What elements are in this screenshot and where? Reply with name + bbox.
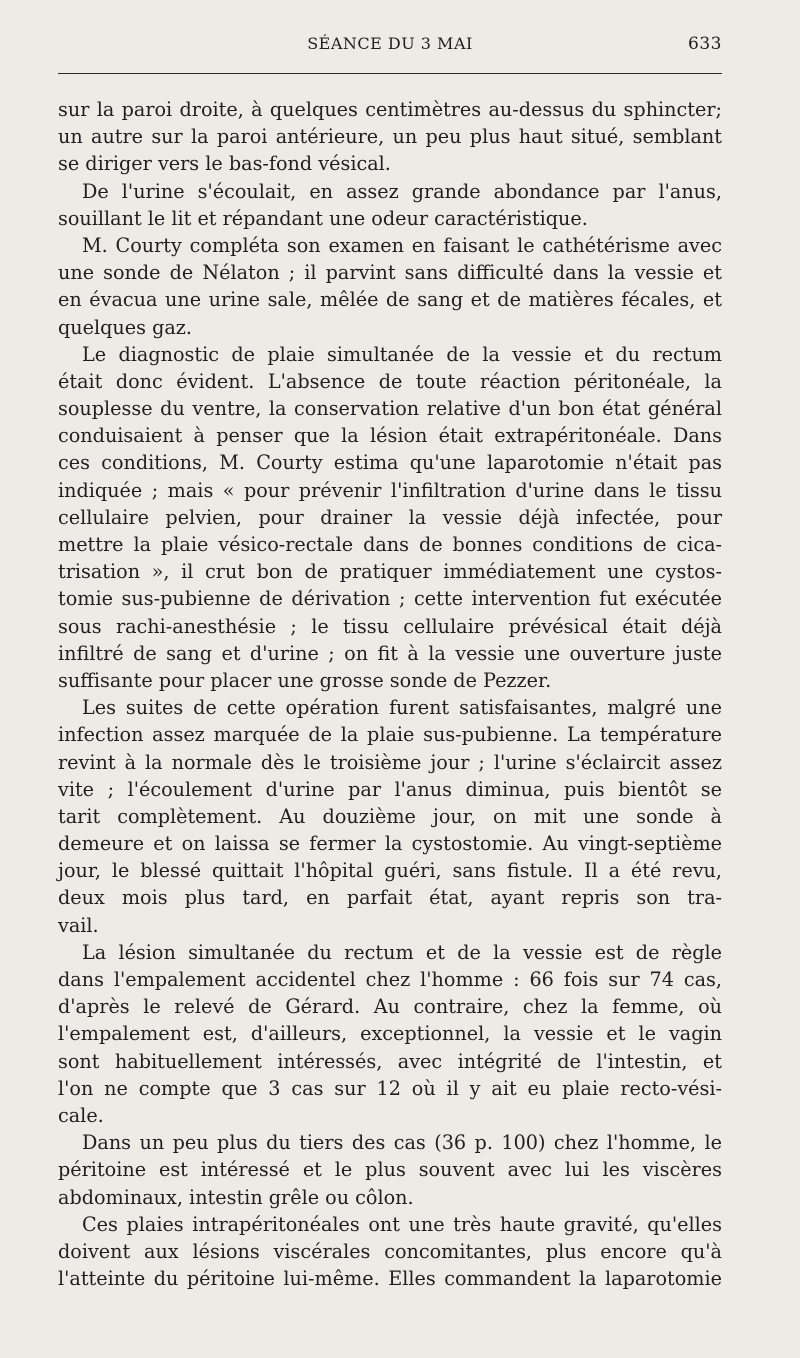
text-line: jour, le blessé quittait l'hôpital guéri, sans fistule. Il a été revu, bbox=[58, 859, 722, 883]
text-line: revint à la normale dès le troisième jour ; l'urine s'éclaircit assez bbox=[58, 750, 722, 774]
text-line: De l'urine s'écoulait, en assez grande abondance par l'anus, bbox=[82, 179, 722, 203]
text-line: péritoine est intéressé et le plus souvent avec lui les viscères bbox=[58, 1158, 722, 1182]
text-line: l'empalement est, d'ailleurs, exceptionnel, la vessie et le vagin bbox=[58, 1022, 722, 1046]
text-line: dans l'empalement accidentel chez l'homme : 66 fois sur 74 cas, bbox=[58, 968, 722, 991]
text-line: demeure et on laissa se fermer la cystostomie. Au vingt-septième bbox=[58, 832, 722, 856]
text-line: souillant le lit et répandant une odeur caractéristique. bbox=[58, 206, 588, 230]
text-line: indiquée ; mais « pour prévenir l'infiltration d'urine dans le tissu bbox=[58, 478, 722, 502]
text-line: une sonde de Nélaton ; il parvint sans difficulté dans la vessie et bbox=[58, 261, 722, 285]
text-line: infection assez marquée de la plaie sus-pubienne. La température bbox=[58, 723, 722, 747]
running-head: SÉANCE DU 3 MAI bbox=[307, 34, 473, 53]
text-line: infiltré de sang et d'urine ; on fit à la vessie une ouverture juste bbox=[58, 641, 722, 665]
text-line: suffisante pour placer une grosse sonde de Pezzer. bbox=[58, 668, 552, 692]
text-line: ces conditions, M. Courty estima qu'une laparotomie n'était pas bbox=[58, 451, 722, 475]
text-line: M. Courty compléta son examen en faisant le cathétérisme avec bbox=[82, 233, 722, 257]
text-line: se diriger vers le bas-fond vésical. bbox=[58, 152, 391, 176]
text-line: en évacua une urine sale, mêlée de sang et de matières fécales, et bbox=[58, 288, 722, 312]
text-line: Le diagnostic de plaie simultanée de la vessie et du rectum bbox=[82, 342, 722, 366]
text-line: l'on ne compte que 3 cas sur 12 où il y ait eu plaie recto-vési- bbox=[58, 1076, 722, 1100]
text-line: mettre la plaie vésico-rectale dans de bonnes conditions de cica- bbox=[58, 533, 722, 556]
text-line: cale. bbox=[58, 1103, 104, 1127]
text-line: abdominaux, intestin grêle ou côlon. bbox=[58, 1185, 414, 1209]
text-line: tomie sus-pubienne de dérivation ; cette intervention fut exécutée bbox=[58, 587, 722, 611]
text-line: vail. bbox=[58, 913, 99, 937]
page-header bbox=[58, 34, 722, 58]
page-number: 633 bbox=[688, 34, 722, 54]
text-line: d'après le relevé de Gérard. Au contraire, chez la femme, où bbox=[58, 995, 722, 1019]
text-line: Dans un peu plus du tiers des cas (36 p. 100) chez l'homme, le bbox=[82, 1131, 722, 1155]
text-line: sous rachi-anesthésie ; le tissu cellulaire prévésical était déjà bbox=[58, 614, 722, 638]
text-line: sur la paroi droite, à quelques centimètres au-dessus du sphincter; bbox=[58, 98, 722, 121]
text-line: trisation », il crut bon de pratiquer immédiatement une cystos- bbox=[58, 560, 722, 584]
text-line: La lésion simultanée du rectum et de la vessie est de règle bbox=[82, 940, 722, 964]
text-line: quelques gaz. bbox=[58, 315, 193, 339]
text-line: doivent aux lésions viscérales concomitantes, plus encore qu'à bbox=[58, 1239, 722, 1263]
header-rule bbox=[58, 73, 722, 74]
text-line: vite ; l'écoulement d'urine par l'anus diminua, puis bientôt se bbox=[58, 777, 722, 801]
text-line: était donc évident. L'absence de toute réaction péritonéale, la bbox=[58, 369, 722, 393]
text-line: tarit complètement. Au douzième jour, on mit une sonde à bbox=[58, 804, 722, 828]
text-line: un autre sur la paroi antérieure, un peu plus haut situé, semblant bbox=[58, 125, 722, 149]
text-line: Ces plaies intrapéritonéales ont une très haute gravité, qu'elles bbox=[82, 1212, 722, 1236]
text-line: souplesse du ventre, la conservation relative d'un bon état général bbox=[58, 397, 722, 421]
text-line: cellulaire pelvien, pour drainer la vessie déjà infectée, pour bbox=[58, 505, 722, 529]
text-line: sont habituellement intéressés, avec intégrité de l'intestin, et bbox=[58, 1049, 722, 1073]
body-text bbox=[58, 96, 722, 1292]
text-line: conduisaient à penser que la lésion était extrapéritonéale. Dans bbox=[58, 424, 722, 448]
text-line: deux mois plus tard, en parfait état, ayant repris son tra- bbox=[58, 886, 722, 910]
text-line: Les suites de cette opération furent satisfaisantes, malgré une bbox=[82, 696, 722, 720]
text-line: l'atteinte du péritoine lui-même. Elles commandent la laparotomie bbox=[58, 1267, 722, 1291]
